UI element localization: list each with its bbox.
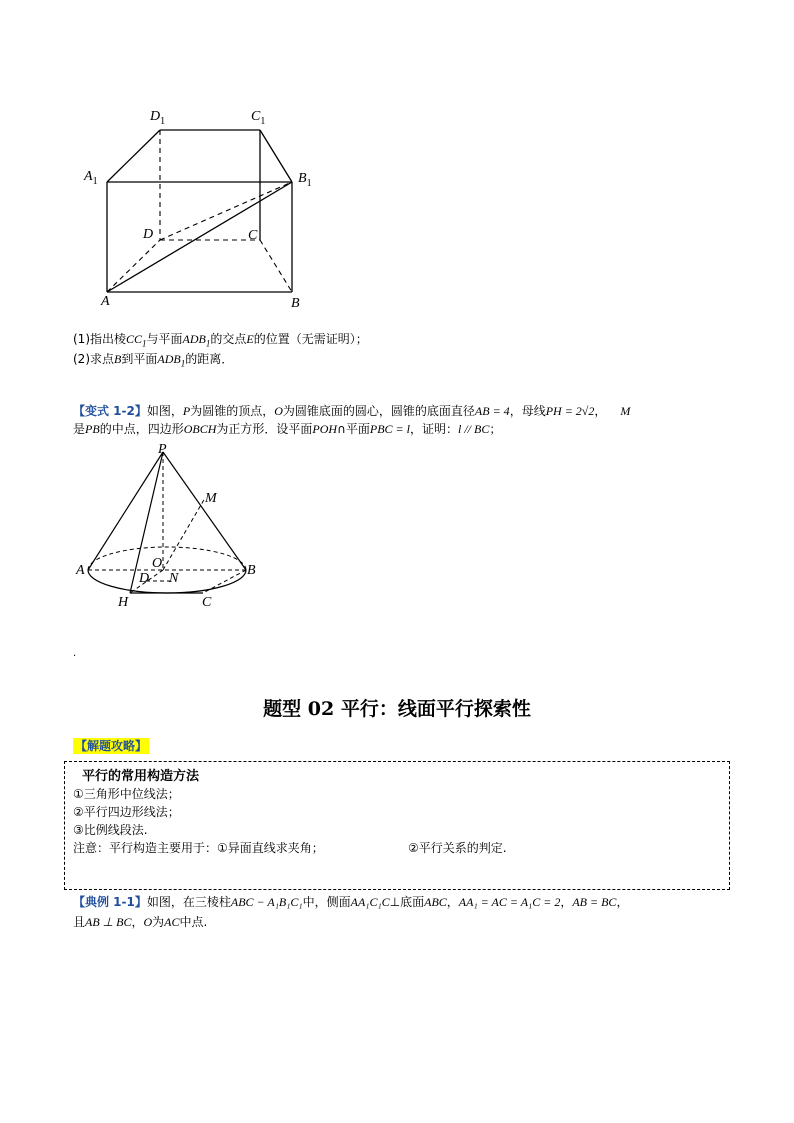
prism-figure <box>80 100 320 320</box>
question-part-1: (1)指出棱$CC_1$与平面$ADB_1$的交点E的位置（无需证明）； <box>73 332 368 349</box>
strategy-line-3: ③比例线段法. <box>73 823 148 837</box>
cone-figure <box>70 440 270 615</box>
question-part-2: (2)求点B到平面$ADB_1$的距离． <box>73 352 234 369</box>
strategy-note-b: ②平行关系的判定. <box>408 841 507 855</box>
example-tag: 【典例 1-1】 <box>73 895 147 909</box>
stray-dot: . <box>73 648 77 659</box>
strategy-tag: 【解题攻略】 <box>75 739 148 753</box>
example-line-1: 【典例 1-1】如图，在三棱柱ABC − A₁B₁C₁中，侧面AA₁C₁C⊥底面ABC，AA₁ = AC = A₁C = 2，AB = BC， <box>73 895 629 909</box>
section-title: 题型 02 平行：线面平行探索性 <box>263 698 531 720</box>
variant-line-1: 【变式 1-2】如图，P为圆锥的顶点，O为圆锥底面的圆心，圆锥的底面直径AB = 4，母线PH = 2√2， M <box>73 404 631 418</box>
label-D: D <box>143 227 154 242</box>
label-C: C <box>248 228 258 243</box>
variant-tag: 【变式 1-2】 <box>73 404 147 418</box>
cone-label-M: M <box>205 491 217 506</box>
variant-line-2: 是PB的中点，四边形OBCH为正方形．设平面POH∩平面PBC = l，证明：l // BC； <box>73 422 502 436</box>
cone-label-D: D <box>139 571 150 586</box>
cone-label-N: N <box>169 571 179 586</box>
cone-label-A: A <box>76 563 85 578</box>
example-line-2: 且AB ⊥ BC，O为AC中点. <box>73 915 208 929</box>
label-D1: $D_1$ <box>150 109 166 127</box>
cone-label-O: O <box>152 556 163 571</box>
strategy-note-a: 注意：平行构造主要用于：①异面直线求夹角； <box>73 841 324 855</box>
cone-label-H: H <box>118 595 129 610</box>
cone-label-P: P <box>158 442 167 457</box>
label-A: A <box>101 294 110 309</box>
strategy-line-1: ①三角形中位线法； <box>73 787 180 801</box>
strategy-line-2: ②平行四边形线法； <box>73 805 180 819</box>
label-B: B <box>291 296 300 311</box>
label-B1: $B_1$ <box>298 171 312 189</box>
cone-label-C: C <box>202 595 212 610</box>
cone-label-B: B <box>247 563 256 578</box>
label-A1: $A_1$ <box>84 169 98 187</box>
strategy-box-title: 平行的常用构造方法 <box>82 769 200 784</box>
label-C1: $C_1$ <box>251 109 266 127</box>
